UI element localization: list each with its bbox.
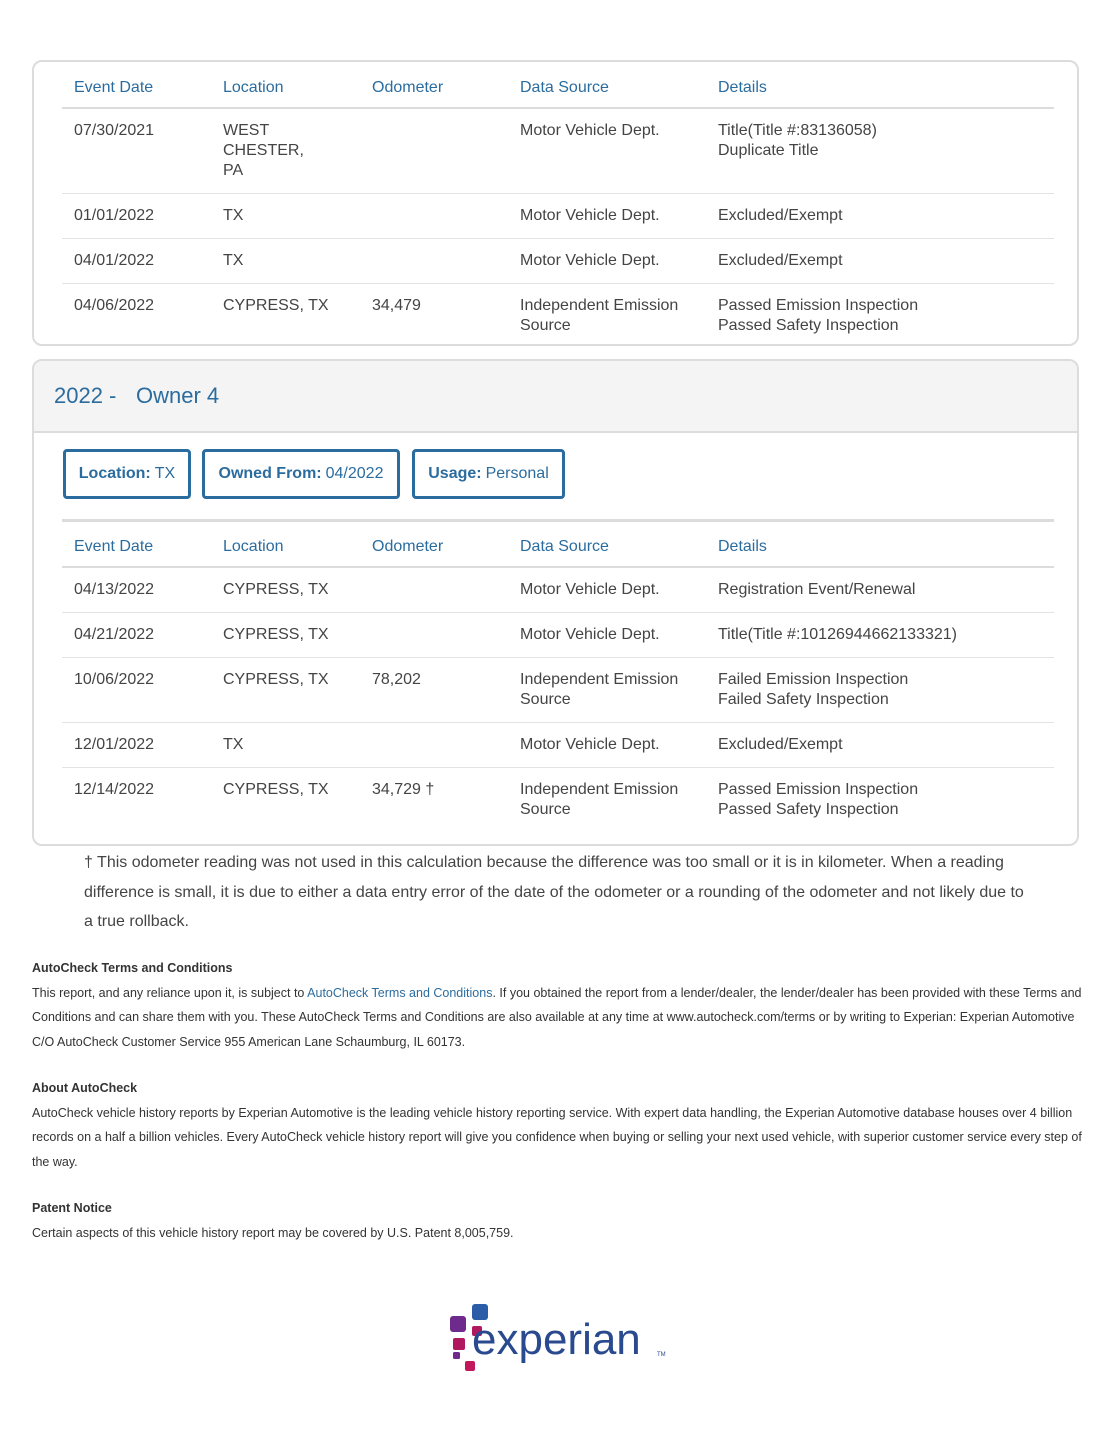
owner-3-events-card (32, 60, 1079, 346)
odometer-cell-line: 34,729 † (372, 780, 435, 798)
owner-4-card (32, 359, 1079, 846)
details-cell-line: Passed Emission Inspection (718, 297, 919, 314)
odometer-footnote: † This odometer reading was not used in this calculation because the difference was too small or it is in kilometer. When a reading difference is small, it is due to either a data entry error of the date of the odometer or a rounding of the odometer and not likely due to a true rollback. (84, 854, 1024, 930)
location-cell (211, 194, 360, 239)
location-cell-line: CYPRESS, TX (223, 625, 329, 643)
details-cell (706, 612, 1054, 657)
header-odometer: Odometer (360, 521, 508, 567)
table-row (62, 657, 1054, 722)
data-source-cell-line: Source (520, 690, 571, 708)
data-source-cell (508, 567, 706, 613)
event-date-cell (62, 284, 211, 349)
details-cell-line: Excluded/Exempt (718, 252, 843, 269)
patent-section (32, 1196, 1082, 1245)
event-date-cell (62, 567, 211, 613)
owner-3-events-body (62, 108, 1054, 348)
details-cell (706, 239, 1054, 284)
location-cell-line: CYPRESS, TX (223, 580, 329, 598)
experian-logo-tm: TM (657, 1352, 666, 1358)
data-source-cell-line: Independent Emission (520, 670, 679, 688)
about-heading: About AutoCheck (32, 1081, 138, 1095)
data-source-cell-line: Motor Vehicle Dept. (520, 207, 660, 224)
usage-pill (412, 449, 565, 499)
location-pill (63, 449, 191, 499)
event-date-cell (62, 194, 211, 239)
data-source-cell-line: Motor Vehicle Dept. (520, 122, 660, 139)
odometer-cell-line: 78,202 (372, 670, 421, 688)
event-date-cell (62, 612, 211, 657)
location-pill-value: TX (154, 465, 176, 482)
event-date-cell-line: 04/06/2022 (74, 297, 155, 314)
event-date-cell (62, 108, 211, 194)
owner-4-events-table (62, 519, 1054, 832)
location-cell-line: CYPRESS, TX (223, 297, 329, 314)
odometer-cell (360, 657, 508, 722)
data-source-cell-line: Independent Emission (520, 297, 679, 314)
data-source-cell-line: Independent Emission (520, 780, 679, 798)
event-date-cell-line: 04/01/2022 (74, 252, 155, 269)
header-event-date: Event Date (62, 62, 211, 108)
data-source-cell-line: Source (520, 800, 571, 818)
details-cell (706, 194, 1054, 239)
table-row (62, 767, 1054, 832)
about-text: AutoCheck vehicle history reports by Experian Automotive is the leading vehicle history reporting service. With expert data handling, the Experian Automotive database houses over 4 billion records on a half a billion vehicles. Every AutoCheck vehicle history report will give you confidence when buying or selling your next used vehicle, with superior customer service every step of the way. (32, 1105, 1082, 1169)
details-cell (706, 767, 1054, 832)
details-cell-line: Registration Event/Renewal (718, 580, 916, 598)
terms-heading: AutoCheck Terms and Conditions (32, 961, 233, 975)
table-header-row (62, 521, 1054, 567)
details-cell-line: Title(Title #:10126944662133321) (718, 625, 957, 643)
owner-3-events-table (62, 62, 1054, 348)
odometer-cell (360, 767, 508, 832)
data-source-cell-line: Motor Vehicle Dept. (520, 735, 660, 753)
owned-from-pill-value: 04/2022 (325, 465, 384, 482)
event-date-cell-line: 04/13/2022 (74, 580, 155, 598)
table-row (62, 612, 1054, 657)
data-source-cell (508, 284, 706, 349)
details-cell (706, 567, 1054, 613)
table-row (62, 239, 1054, 284)
header-details: Details (706, 521, 1054, 567)
data-source-cell (508, 612, 706, 657)
details-cell-line: Passed Emission Inspection (718, 780, 919, 798)
data-source-cell-line: Motor Vehicle Dept. (520, 625, 660, 643)
event-date-cell-line: 07/30/2021 (74, 122, 155, 139)
location-cell-line: PA (223, 162, 244, 179)
location-cell-line: CYPRESS, TX (223, 780, 329, 798)
owned-from-pill (202, 449, 400, 499)
event-date-cell-line: 12/14/2022 (74, 780, 155, 798)
header-odometer: Odometer (360, 62, 508, 108)
experian-logo (445, 1300, 675, 1380)
table-row (62, 722, 1054, 767)
table-header-row (62, 62, 1054, 108)
odometer-cell (360, 567, 508, 613)
event-date-cell-line: 10/06/2022 (74, 670, 155, 688)
event-date-cell (62, 239, 211, 284)
table-row (62, 284, 1054, 349)
patent-heading: Patent Notice (32, 1201, 112, 1215)
terms-text-before: This report, and any reliance upon it, is subject to (32, 985, 308, 1000)
header-details: Details (706, 62, 1054, 108)
event-date-cell-line: 01/01/2022 (74, 207, 155, 224)
data-source-cell (508, 767, 706, 832)
data-source-cell (508, 657, 706, 722)
location-cell (211, 284, 360, 349)
usage-pill-value: Personal (485, 465, 549, 482)
header-location: Location (211, 521, 360, 567)
location-cell (211, 722, 360, 767)
about-section (32, 1076, 1082, 1174)
terms-link[interactable]: AutoCheck Terms and Conditions (307, 985, 493, 1000)
details-cell-line: Excluded/Exempt (718, 207, 843, 224)
event-date-cell (62, 722, 211, 767)
location-cell-line: CYPRESS, TX (223, 670, 329, 688)
details-cell (706, 722, 1054, 767)
data-source-cell (508, 722, 706, 767)
location-cell-line: TX (223, 252, 244, 269)
location-cell (211, 612, 360, 657)
data-source-cell-line: Source (520, 317, 571, 334)
event-date-cell (62, 657, 211, 722)
location-cell-line: TX (223, 735, 244, 753)
location-cell (211, 108, 360, 194)
details-cell-line: Failed Emission Inspection (718, 670, 909, 688)
data-source-cell (508, 239, 706, 284)
data-source-cell-line: Motor Vehicle Dept. (520, 580, 660, 598)
location-pill-label: Location: (78, 465, 151, 482)
odometer-cell (360, 284, 508, 349)
event-date-cell-line: 04/21/2022 (74, 625, 155, 643)
header-data-source: Data Source (508, 62, 706, 108)
details-cell-line: Passed Safety Inspection (718, 800, 899, 818)
details-cell-line: Failed Safety Inspection (718, 690, 889, 708)
terms-section (32, 956, 1082, 1054)
owner-year: 2022 - (54, 383, 117, 408)
owned-from-pill-label: Owned From: (218, 465, 322, 482)
location-cell-line: TX (223, 207, 244, 224)
data-source-cell (508, 194, 706, 239)
terms-text-after: . If you obtained the report from a lender/dealer, the lender/dealer has been provided with these Terms and Conditions and can share them with you. These AutoCheck Terms and Conditions are also available at any time at www.autocheck.com/terms or by writing to Experian: Experian Automotive C/O AutoCheck Customer Service 955 American Lane Schaumburg, IL 60173. (32, 985, 1082, 1049)
usage-pill-label: Usage: (428, 465, 482, 482)
terms-text (32, 981, 1082, 1055)
odometer-cell (360, 722, 508, 767)
odometer-cell (360, 194, 508, 239)
details-cell (706, 284, 1054, 349)
event-date-cell (62, 767, 211, 832)
details-cell-line: Passed Safety Inspection (718, 317, 899, 334)
table-row (62, 194, 1054, 239)
experian-logo-text: experian (472, 1315, 641, 1364)
header-location: Location (211, 62, 360, 108)
owner-4-events-body (62, 567, 1054, 832)
table-row (62, 108, 1054, 194)
table-row (62, 567, 1054, 613)
data-source-cell-line: Motor Vehicle Dept. (520, 252, 660, 269)
odometer-cell (360, 108, 508, 194)
details-cell (706, 108, 1054, 194)
details-cell-line: Title(Title #:83136058) (718, 122, 877, 139)
owner-4-header (34, 361, 1077, 433)
header-event-date: Event Date (62, 521, 211, 567)
odometer-cell-line: 34,479 (372, 297, 421, 314)
header-data-source: Data Source (508, 521, 706, 567)
location-cell (211, 239, 360, 284)
odometer-cell (360, 239, 508, 284)
details-cell-line: Duplicate Title (718, 142, 819, 159)
location-cell-line: WEST CHESTER, (223, 122, 304, 159)
location-cell (211, 657, 360, 722)
data-source-cell (508, 108, 706, 194)
details-cell (706, 657, 1054, 722)
details-cell-line: Excluded/Exempt (718, 735, 843, 753)
patent-text: Certain aspects of this vehicle history report may be covered by U.S. Patent 8,005,759. (32, 1225, 514, 1240)
odometer-cell (360, 612, 508, 657)
event-date-cell-line: 12/01/2022 (74, 735, 155, 753)
location-cell (211, 567, 360, 613)
location-cell (211, 767, 360, 832)
owner-title: Owner 4 (136, 383, 220, 408)
